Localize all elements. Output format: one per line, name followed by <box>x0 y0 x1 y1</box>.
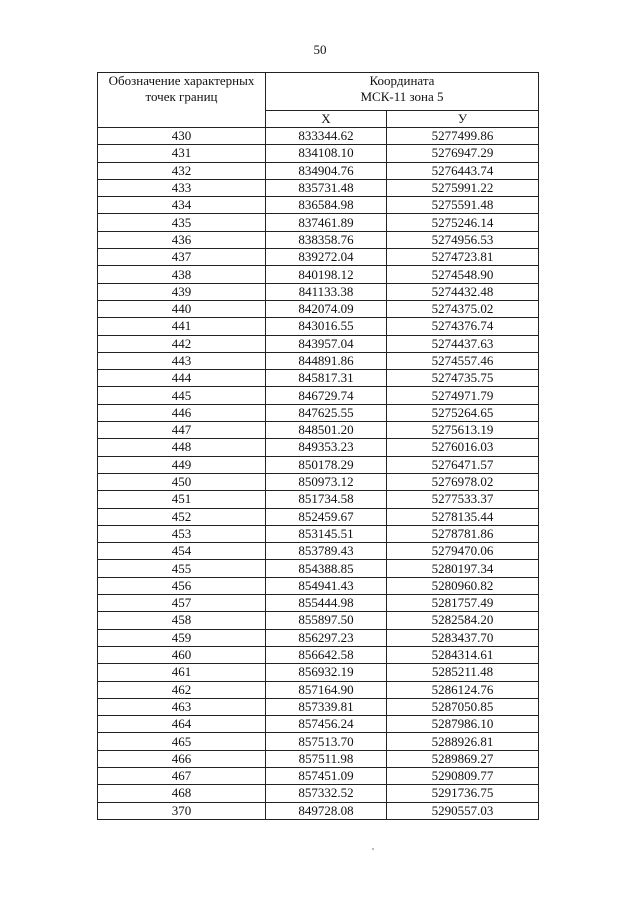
table-row <box>98 300 539 317</box>
table-row <box>98 577 539 594</box>
y-coordinate-cell: 5276978.02 <box>387 473 539 490</box>
table-row <box>98 145 539 162</box>
x-coordinate-cell: 851734.58 <box>266 491 387 508</box>
y-coordinate-cell: 5290557.03 <box>387 802 539 819</box>
point-id-cell: 449 <box>98 456 266 473</box>
y-coordinate-cell: 5274375.02 <box>387 300 539 317</box>
y-coordinate-cell: 5282584.20 <box>387 612 539 629</box>
x-coordinate-cell: 857339.81 <box>266 698 387 715</box>
point-id-cell: 464 <box>98 716 266 733</box>
y-coordinate-cell: 5291736.75 <box>387 785 539 802</box>
y-coordinate-cell: 5276016.03 <box>387 439 539 456</box>
table-row <box>98 525 539 542</box>
table-row <box>98 283 539 300</box>
table-row <box>98 318 539 335</box>
point-id-cell: 465 <box>98 733 266 750</box>
x-coordinate-cell: 849728.08 <box>266 802 387 819</box>
page-number: 50 <box>313 42 327 57</box>
y-coordinate-cell: 5275591.48 <box>387 197 539 214</box>
table-row <box>98 595 539 612</box>
point-id-cell: 444 <box>98 370 266 387</box>
point-id-cell: 468 <box>98 785 266 802</box>
x-coordinate-cell: 835731.48 <box>266 179 387 196</box>
point-id-cell: 438 <box>98 266 266 283</box>
table-row <box>98 560 539 577</box>
x-coordinate-cell: 857513.70 <box>266 733 387 750</box>
table-row <box>98 162 539 179</box>
table-row <box>98 128 539 145</box>
y-coordinate-cell: 5290809.77 <box>387 767 539 784</box>
point-id-cell: 445 <box>98 387 266 404</box>
x-coordinate-cell: 856932.19 <box>266 664 387 681</box>
x-coordinate-cell: 857332.52 <box>266 785 387 802</box>
table-row <box>98 197 539 214</box>
y-coordinate-cell: 5274548.90 <box>387 266 539 283</box>
y-coordinate-cell: 5274432.48 <box>387 283 539 300</box>
table-row <box>98 629 539 646</box>
y-column-header: У <box>387 111 539 128</box>
table-row <box>98 646 539 663</box>
point-id-cell: 442 <box>98 335 266 352</box>
y-coordinate-cell: 5278135.44 <box>387 508 539 525</box>
point-id-cell: 455 <box>98 560 266 577</box>
table-row <box>98 716 539 733</box>
x-coordinate-cell: 834108.10 <box>266 145 387 162</box>
x-coordinate-cell: 846729.74 <box>266 387 387 404</box>
scan-speck <box>372 848 374 850</box>
point-id-cell: 459 <box>98 629 266 646</box>
x-coordinate-cell: 854941.43 <box>266 577 387 594</box>
y-coordinate-cell: 5275613.19 <box>387 422 539 439</box>
table-row <box>98 404 539 421</box>
x-coordinate-cell: 843957.04 <box>266 335 387 352</box>
point-id-cell: 436 <box>98 231 266 248</box>
x-column-header: X <box>266 111 387 128</box>
point-id-cell: 441 <box>98 318 266 335</box>
coordinates-table <box>97 72 539 820</box>
y-coordinate-cell: 5274437.63 <box>387 335 539 352</box>
y-coordinate-cell: 5276471.57 <box>387 456 539 473</box>
table-row <box>98 508 539 525</box>
point-id-cell: 439 <box>98 283 266 300</box>
table-row <box>98 387 539 404</box>
point-id-cell: 443 <box>98 352 266 369</box>
point-id-cell: 434 <box>98 197 266 214</box>
table-row <box>98 214 539 231</box>
point-id-cell: 440 <box>98 300 266 317</box>
x-coordinate-cell: 853145.51 <box>266 525 387 542</box>
y-coordinate-cell: 5274956.53 <box>387 231 539 248</box>
point-id-cell: 453 <box>98 525 266 542</box>
x-coordinate-cell: 837461.89 <box>266 214 387 231</box>
x-coordinate-cell: 852459.67 <box>266 508 387 525</box>
y-coordinate-cell: 5287050.85 <box>387 698 539 715</box>
x-coordinate-cell: 842074.09 <box>266 300 387 317</box>
x-coordinate-cell: 855444.98 <box>266 595 387 612</box>
x-coordinate-cell: 855897.50 <box>266 612 387 629</box>
table-row <box>98 491 539 508</box>
y-coordinate-cell: 5278781.86 <box>387 525 539 542</box>
point-id-cell: 431 <box>98 145 266 162</box>
point-id-cell: 437 <box>98 249 266 266</box>
y-coordinate-cell: 5275264.65 <box>387 404 539 421</box>
table-row <box>98 750 539 767</box>
point-id-cell: 466 <box>98 750 266 767</box>
point-id-cell: 433 <box>98 179 266 196</box>
point-id-cell: 458 <box>98 612 266 629</box>
points-column-header: Обозначение характерных точек границ <box>98 73 266 128</box>
y-coordinate-cell: 5283437.70 <box>387 629 539 646</box>
table-row <box>98 352 539 369</box>
point-id-cell: 432 <box>98 162 266 179</box>
x-coordinate-cell: 847625.55 <box>266 404 387 421</box>
table-row <box>98 249 539 266</box>
y-coordinate-cell: 5281757.49 <box>387 595 539 612</box>
table-row <box>98 456 539 473</box>
point-id-cell: 463 <box>98 698 266 715</box>
y-coordinate-cell: 5277499.86 <box>387 128 539 145</box>
table-row <box>98 802 539 819</box>
table-row <box>98 767 539 784</box>
x-coordinate-cell: 850178.29 <box>266 456 387 473</box>
point-id-cell: 457 <box>98 595 266 612</box>
x-coordinate-cell: 857164.90 <box>266 681 387 698</box>
x-coordinate-cell: 849353.23 <box>266 439 387 456</box>
y-coordinate-cell: 5274723.81 <box>387 249 539 266</box>
point-id-cell: 460 <box>98 646 266 663</box>
table-row <box>98 664 539 681</box>
x-coordinate-cell: 850973.12 <box>266 473 387 490</box>
x-coordinate-cell: 845817.31 <box>266 370 387 387</box>
point-id-cell: 456 <box>98 577 266 594</box>
table-row <box>98 439 539 456</box>
point-id-cell: 450 <box>98 473 266 490</box>
table-row <box>98 785 539 802</box>
table-row <box>98 612 539 629</box>
x-coordinate-cell: 848501.20 <box>266 422 387 439</box>
table-row <box>98 231 539 248</box>
point-id-cell: 452 <box>98 508 266 525</box>
coordinate-system-label: МСК-11 зона 5 <box>360 89 444 104</box>
x-coordinate-cell: 843016.55 <box>266 318 387 335</box>
x-coordinate-cell: 856642.58 <box>266 646 387 663</box>
y-coordinate-cell: 5284314.61 <box>387 646 539 663</box>
point-id-cell: 448 <box>98 439 266 456</box>
y-coordinate-cell: 5276443.74 <box>387 162 539 179</box>
x-coordinate-cell: 836584.98 <box>266 197 387 214</box>
coordinate-group-header <box>266 73 539 111</box>
y-coordinate-cell: 5275991.22 <box>387 179 539 196</box>
x-coordinate-cell: 854388.85 <box>266 560 387 577</box>
table-row <box>98 543 539 560</box>
y-coordinate-cell: 5276947.29 <box>387 145 539 162</box>
x-coordinate-cell: 834904.76 <box>266 162 387 179</box>
y-coordinate-cell: 5274557.46 <box>387 352 539 369</box>
table-row <box>98 681 539 698</box>
coordinate-header-title: Координата <box>369 73 435 88</box>
y-coordinate-cell: 5286124.76 <box>387 681 539 698</box>
y-coordinate-cell: 5275246.14 <box>387 214 539 231</box>
y-coordinate-cell: 5280197.34 <box>387 560 539 577</box>
point-id-cell: 447 <box>98 422 266 439</box>
point-id-cell: 451 <box>98 491 266 508</box>
table-row <box>98 179 539 196</box>
x-coordinate-cell: 840198.12 <box>266 266 387 283</box>
y-coordinate-cell: 5285211.48 <box>387 664 539 681</box>
x-coordinate-cell: 839272.04 <box>266 249 387 266</box>
x-coordinate-cell: 853789.43 <box>266 543 387 560</box>
x-coordinate-cell: 856297.23 <box>266 629 387 646</box>
table-row <box>98 422 539 439</box>
point-id-cell: 461 <box>98 664 266 681</box>
point-id-cell: 467 <box>98 767 266 784</box>
table-row <box>98 266 539 283</box>
point-id-cell: 446 <box>98 404 266 421</box>
table-row <box>98 698 539 715</box>
y-coordinate-cell: 5287986.10 <box>387 716 539 733</box>
y-coordinate-cell: 5274971.79 <box>387 387 539 404</box>
point-id-cell: 435 <box>98 214 266 231</box>
y-coordinate-cell: 5279470.06 <box>387 543 539 560</box>
y-coordinate-cell: 5274735.75 <box>387 370 539 387</box>
y-coordinate-cell: 5280960.82 <box>387 577 539 594</box>
x-coordinate-cell: 838358.76 <box>266 231 387 248</box>
x-coordinate-cell: 833344.62 <box>266 128 387 145</box>
point-id-cell: 462 <box>98 681 266 698</box>
table-row <box>98 370 539 387</box>
y-coordinate-cell: 5288926.81 <box>387 733 539 750</box>
y-coordinate-cell: 5277533.37 <box>387 491 539 508</box>
table-row <box>98 733 539 750</box>
x-coordinate-cell: 857456.24 <box>266 716 387 733</box>
table-row <box>98 335 539 352</box>
table-body <box>98 128 539 820</box>
x-coordinate-cell: 857511.98 <box>266 750 387 767</box>
point-id-cell: 370 <box>98 802 266 819</box>
table-row <box>98 473 539 490</box>
y-coordinate-cell: 5289869.27 <box>387 750 539 767</box>
point-id-cell: 454 <box>98 543 266 560</box>
y-coordinate-cell: 5274376.74 <box>387 318 539 335</box>
point-id-cell: 430 <box>98 128 266 145</box>
x-coordinate-cell: 841133.38 <box>266 283 387 300</box>
x-coordinate-cell: 857451.09 <box>266 767 387 784</box>
x-coordinate-cell: 844891.86 <box>266 352 387 369</box>
